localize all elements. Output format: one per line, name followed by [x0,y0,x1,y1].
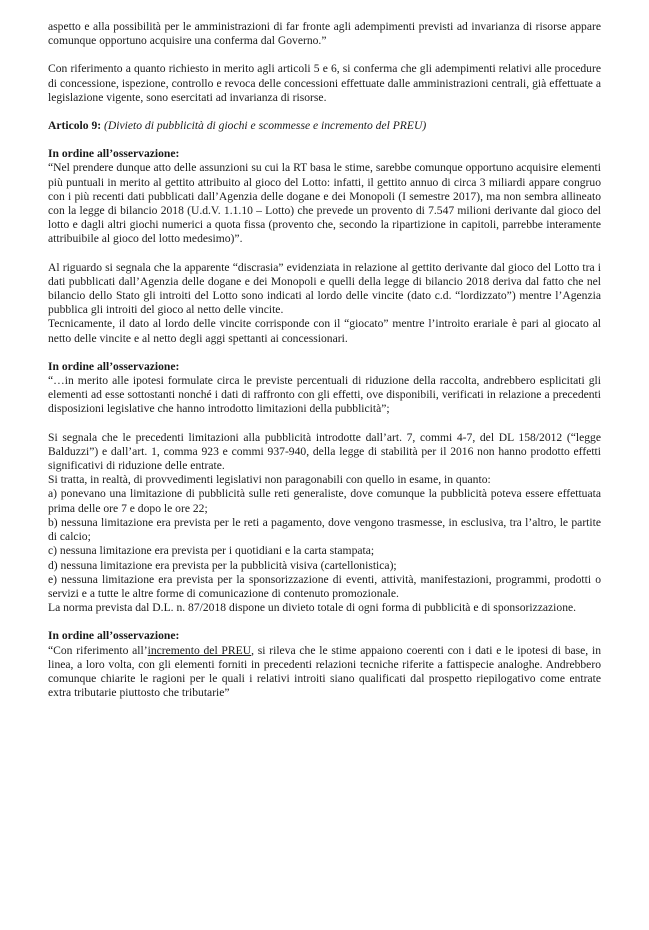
reply-1-paragraph-b: Tecnicamente, il dato al lordo delle vincite corrisponde con il “giocato” mentre l’introito erariale è pari al giocato al netto delle vincite e al netto degli aggi spettanti ai concessionari. [48,317,601,345]
article-title: (Divieto di pubblicità di giochi e scommesse e incremento del PREU) [104,119,427,133]
paragraph-articles-5-6: Con riferimento a quanto richiesto in merito agli articoli 5 e 6, si conferma che gli adempimenti relativi alle procedure di concessione, ispezione, controllo e revoca delle concessioni effettuate dalle amministrazioni centrali, già effettuate a legislazione vigente, sono esercitati ad invarianza di risorse. [48,62,601,104]
article-9-heading [48,119,601,133]
spacer [48,48,601,62]
list-item-d: d) nessuna limitazione era prevista per la pubblicità visiva (cartellonistica); [48,558,397,572]
article-label: Articolo 9: [48,119,102,133]
reply-2-paragraph-b: Si tratta, in realtà, di provvedimenti legislativi non paragonabili con quello in esame, in quanto: [48,473,491,487]
spacer [48,346,601,360]
spacer [48,105,601,119]
spacer [48,247,601,261]
spacer [48,615,601,629]
list-item-a: a) ponevano una limitazione di pubblicità sulle reti generaliste, dove comunque la pubblicità poteva essere effettuata prima delle ore 7 e dopo le ore 22; [48,487,601,515]
observation-quote-3 [48,644,601,701]
reply-2-paragraph-c: La norma prevista dal D.L. n. 87/2018 dispone un divieto totale di ogni forma di pubblicità e di sponsorizzazione. [48,601,577,615]
quote-3-rest: , si rileva che le stime appaiono coerenti con i dati e le ipotesi di base, in linea, a loro volta, con gli elementi forniti in precedenti relazioni tecniche riferite a fattispecie analoghe. Andrebbero comunque chiarite le ragioni per le quali i relativi introiti siano qualificati dal prospetto riepilogativo come entrate extra tributarie piuttosto che tributarie” [48,643,601,700]
observation-heading-2: In ordine all’osservazione: [48,359,180,373]
quote-3-underlined-term: incremento del PREU [147,643,252,657]
paragraph-continuation: aspetto e alla possibilità per le amministrazioni di far fronte agli adempimenti previsti ad invarianza di risorse appare comunque opportuno acquisire una conferma dal Governo.” [48,20,601,48]
observation-quote-1: “Nel prendere dunque atto delle assunzioni su cui la RT basa le stime, sarebbe comunque opportuno acquisire elementi più puntuali in merito al gettito attribuito al gioco del Lotto: infatti, il gettito annuo di circa 3 miliardi appare congruo con i più recenti dati pubblicati dall’Agenzia delle dogane e dei Monopoli (I semestre 2017), ma non sembra allineato con la legge di bilancio 2018 (U.d.V. 1.1.10 – Lotto) che prevede un provento di 7.547 milioni derivante dal gioco del lotto e dagli altri giochi numerici a quota fissa (provento che, secondo la ripartizione in capitoli, parrebbe interamente attribuibile al gioco del lotto medesimo)”. [48,161,601,246]
reply-1-paragraph-a: Al riguardo si segnala che la apparente “discrasia” evidenziata in relazione al gettito derivante dal gioco del Lotto tra i dati pubblicati dall’Agenzia delle dogane e dei Monopoli e quelli della legge di bilancio 2018 deriva dal fatto che nel bilancio dello Stato gli introiti del Lotto sono indicati al lordo delle vincite (dato c.d. “lordizzato”) mentre l’Agenzia pubblica gli introiti del gioco al netto delle vincite. [48,260,601,317]
spacer [48,133,601,147]
observation-heading-3: In ordine all’osservazione: [48,629,180,643]
list-item-e: e) nessuna limitazione era prevista per la sponsorizzazione di eventi, attività, manifestazioni, programmi, prodotti o servizi e a tutte le altre forme di comunicazione di contenuto promozionale. [48,572,601,600]
spacer [48,417,601,431]
reply-2-paragraph-a: Si segnala che le precedenti limitazioni alla pubblicità introdotte dall’art. 7, commi 4-7, del DL 158/2012 (“legge Balduzzi”) e dall’art. 1, comma 923 e commi 937-940, della legge di stabilità per il 2016 non hanno prodotto effetti significativi di riduzione delle entrate. [48,430,601,473]
observation-heading-1: In ordine all’osservazione: [48,147,180,161]
list-item-c: c) nessuna limitazione era prevista per i quotidiani e la carta stampata; [48,544,375,558]
observation-quote-2: “…in merito alle ipotesi formulate circa le previste percentuali di riduzione della raccolta, andrebbero esplicitati gli elementi ad esse sottostanti nonché i dati di raffronto con gli effetti, ove disponibili, verificati in relazione a precedenti disposizioni legislative che hanno introdotto limitazioni della pubblicità”; [48,374,601,416]
quote-3-start: “Con riferimento all’ [48,643,148,657]
list-item-b: b) nessuna limitazione era prevista per le reti a pagamento, dove vengono trasmesse, in esclusiva, tra l’altro, le partite di calcio; [48,515,601,544]
